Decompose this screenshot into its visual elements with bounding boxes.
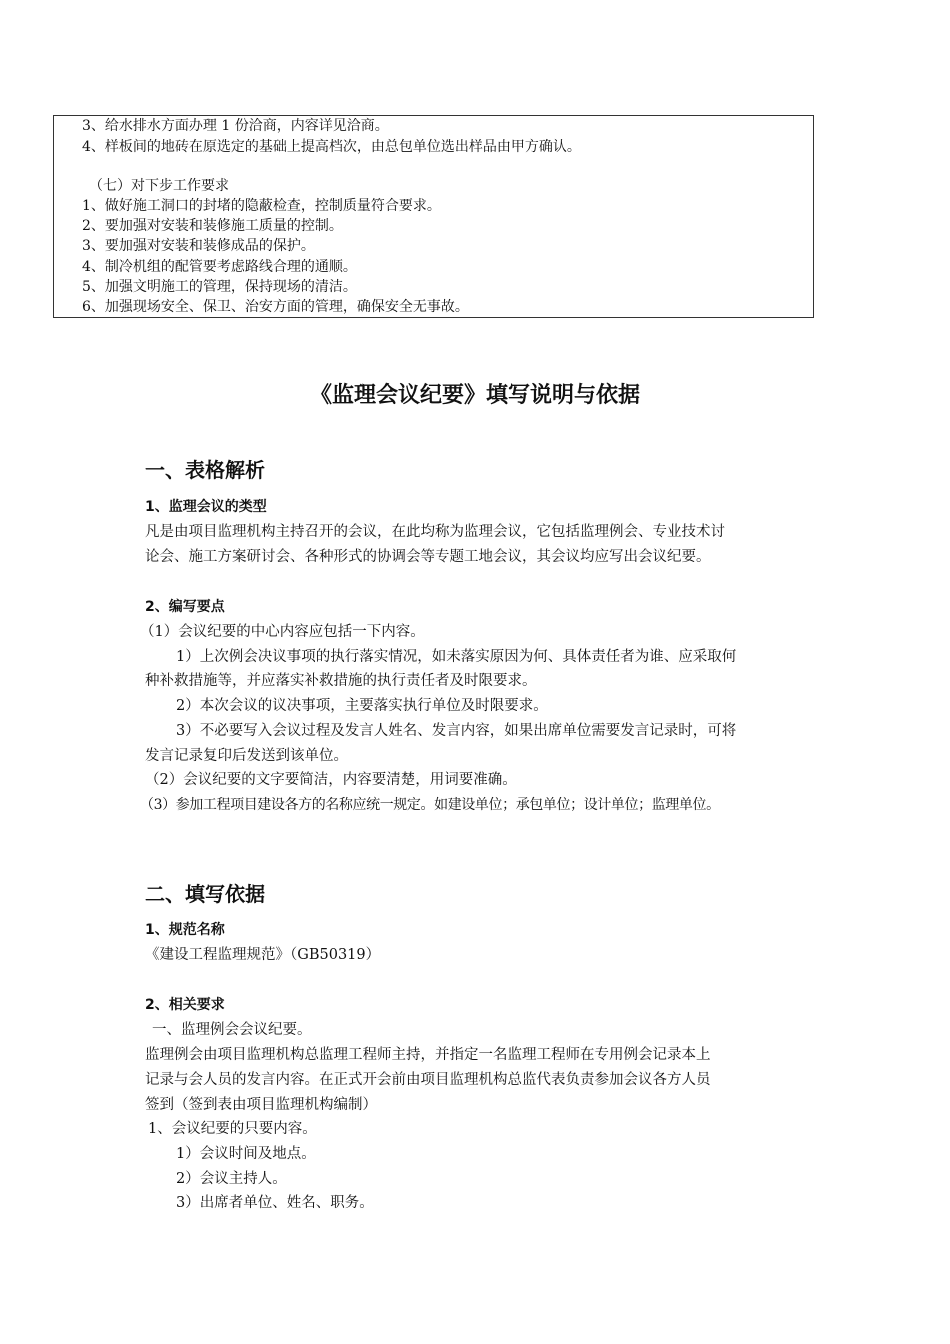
section-heading-basis: 二、填写依据 xyxy=(145,882,265,906)
subheading-meeting-types: 1、监理会议的类型 xyxy=(145,499,267,515)
box-subheading: （七）对下步工作要求 xyxy=(89,178,229,194)
paragraph-line: （2）会议纪要的文字要简洁，内容要清楚，用词要准确。 xyxy=(145,772,517,788)
box-line: 3、要加强对安装和装修成品的保护。 xyxy=(82,238,315,254)
paragraph-line: （3）参加工程项目建设各方的名称应统一规定。如建设单位；承包单位；设计单位；监理单位。 xyxy=(140,797,720,813)
paragraph-line: 2）本次会议的议决事项，主要落实执行单位及时限要求。 xyxy=(176,698,548,714)
paragraph-line: 种补救措施等，并应落实补救措施的执行责任者及时限要求。 xyxy=(145,673,537,689)
paragraph-line: 1）会议时间及地点。 xyxy=(176,1146,316,1162)
paragraph-line: 签到（签到表由项目监理机构编制） xyxy=(145,1097,377,1113)
box-line: 1、做好施工洞口的封堵的隐蔽检查，控制质量符合要求。 xyxy=(82,198,441,214)
paragraph-line: 1）上次例会决议事项的执行落实情况，如未落实原因为何、具体责任者为谁、应采取何 xyxy=(176,649,737,665)
box-line: 5、加强文明施工的管理，保持现场的清洁。 xyxy=(82,279,357,295)
paragraph-line: 凡是由项目监理机构主持召开的会议，在此均称为监理会议，它包括监理例会、专业技术讨 xyxy=(145,524,725,540)
paragraph-line: 论会、施工方案研讨会、各种形式的协调会等专题工地会议，其会议均应写出会议纪要。 xyxy=(145,549,711,565)
box-line: 2、要加强对安装和装修施工质量的控制。 xyxy=(82,218,343,234)
paragraph-line: 一、监理例会会议纪要。 xyxy=(152,1022,312,1038)
paragraph-line: 3）不必要写入会议过程及发言人姓名、发言内容，如果出席单位需要发言记录时，可将 xyxy=(176,723,737,739)
paragraph-line: 监理例会由项目监理机构总监理工程师主持，并指定一名监理工程师在专用例会记录本上 xyxy=(145,1047,711,1063)
paragraph-line: （1）会议纪要的中心内容应包括一下内容。 xyxy=(140,624,425,640)
subheading-standard-name: 1、规范名称 xyxy=(145,922,225,938)
box-line: 6、加强现场安全、保卫、治安方面的管理，确保安全无事故。 xyxy=(82,299,469,315)
section-heading-table-analysis: 一、表格解析 xyxy=(145,458,265,482)
subheading-writing-points: 2、编写要点 xyxy=(145,599,225,615)
paragraph-line: 发言记录复印后发送到该单位。 xyxy=(145,748,348,764)
document-title: 《监理会议纪要》填写说明与依据 xyxy=(309,383,640,408)
paragraph-line: 1、会议纪要的只要内容。 xyxy=(148,1121,317,1137)
subheading-related-requirements: 2、相关要求 xyxy=(145,997,225,1013)
paragraph-line: 2）会议主持人。 xyxy=(176,1171,287,1187)
standard-name: 《建设工程监理规范》（GB50319） xyxy=(145,947,381,963)
box-line: 3、给水排水方面办理 1 份洽商，内容详见洽商。 xyxy=(82,118,389,134)
paragraph-line: 记录与会人员的发言内容。在正式开会前由项目监理机构总监代表负责参加会议各方人员 xyxy=(145,1072,711,1088)
box-line: 4、样板间的地砖在原选定的基础上提高档次，由总包单位选出样品由甲方确认。 xyxy=(82,139,581,155)
paragraph-line: 3）出席者单位、姓名、职务。 xyxy=(176,1195,374,1211)
box-line: 4、制冷机组的配管要考虑路线合理的通顺。 xyxy=(82,259,357,275)
